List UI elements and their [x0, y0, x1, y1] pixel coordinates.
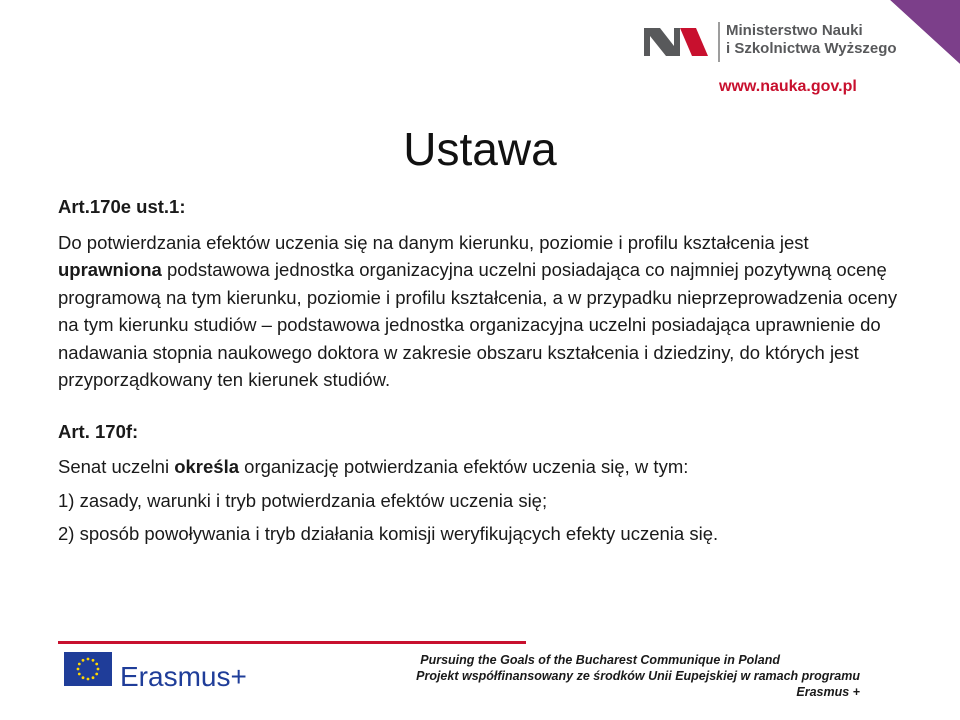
footer-divider	[58, 641, 526, 644]
footer-line2: Projekt współfinansowany ze środków Unii Eupejskiej w ramach programu Erasmus +	[416, 669, 860, 699]
art2-line1-before: Senat uczelni	[58, 456, 175, 477]
article-170f-section	[58, 418, 898, 548]
ministry-name-line2: i Szkolnictwa Wyższego	[726, 40, 897, 57]
slide-content	[58, 193, 898, 554]
erasmus-plus-logo: Erasmus+	[120, 661, 247, 692]
slide-title: Ustawa	[403, 123, 557, 175]
article-170e-text	[58, 229, 898, 394]
ministry-name	[726, 22, 897, 58]
article-170e-heading: Art.170e ust.1:	[58, 196, 186, 217]
art2-line3: 2) sposób powoływania i tryb działania komisji weryfikujących efekty uczenia się.	[58, 523, 719, 544]
ministry-url-link[interactable]: www.nauka.gov.pl	[719, 78, 857, 95]
art2-line2: 1) zasady, warunki i tryb potwierdzania efektów uczenia się;	[58, 489, 548, 511]
art2-line1	[58, 453, 898, 481]
art2-bold-word: określa	[174, 456, 240, 477]
eu-flag-icon	[64, 652, 112, 686]
red-header-shape	[0, 0, 600, 50]
ministry-name-line1: Ministerstwo Nauki	[726, 22, 863, 39]
article-170f-heading: Art. 170f:	[58, 420, 139, 442]
art1-bold-word: uprawniona	[58, 259, 162, 280]
art1-text-after: podstawowa jednostka organizacyjna uczelni posiadająca co najmniej pozytywną ocenę programową na tym kierunku, poziomie i profilu kształcenia, a w przypadku nieprzeprowadzenia oceny na tym kierunku studiów – podstawowa jednostka organizacyjna uczelni posiadająca uprawnienie do nadawania stopnia naukowego doktora w zakresie obszaru kształcenia i dziedziny, do których jest przyporządkowany ten kierunek studiów.	[58, 259, 898, 390]
footer-project-text	[400, 652, 860, 700]
art2-line1-after: organizację potwierdzania efektów uczenia się, w tym:	[239, 456, 689, 477]
art1-text-before: Do potwierdzania efektów uczenia się na danym kierunku, poziomie i profilu kształcenia jest	[58, 231, 809, 253]
footer-line1: Pursuing the Goals of the Bucharest Communique in Poland	[420, 653, 780, 667]
